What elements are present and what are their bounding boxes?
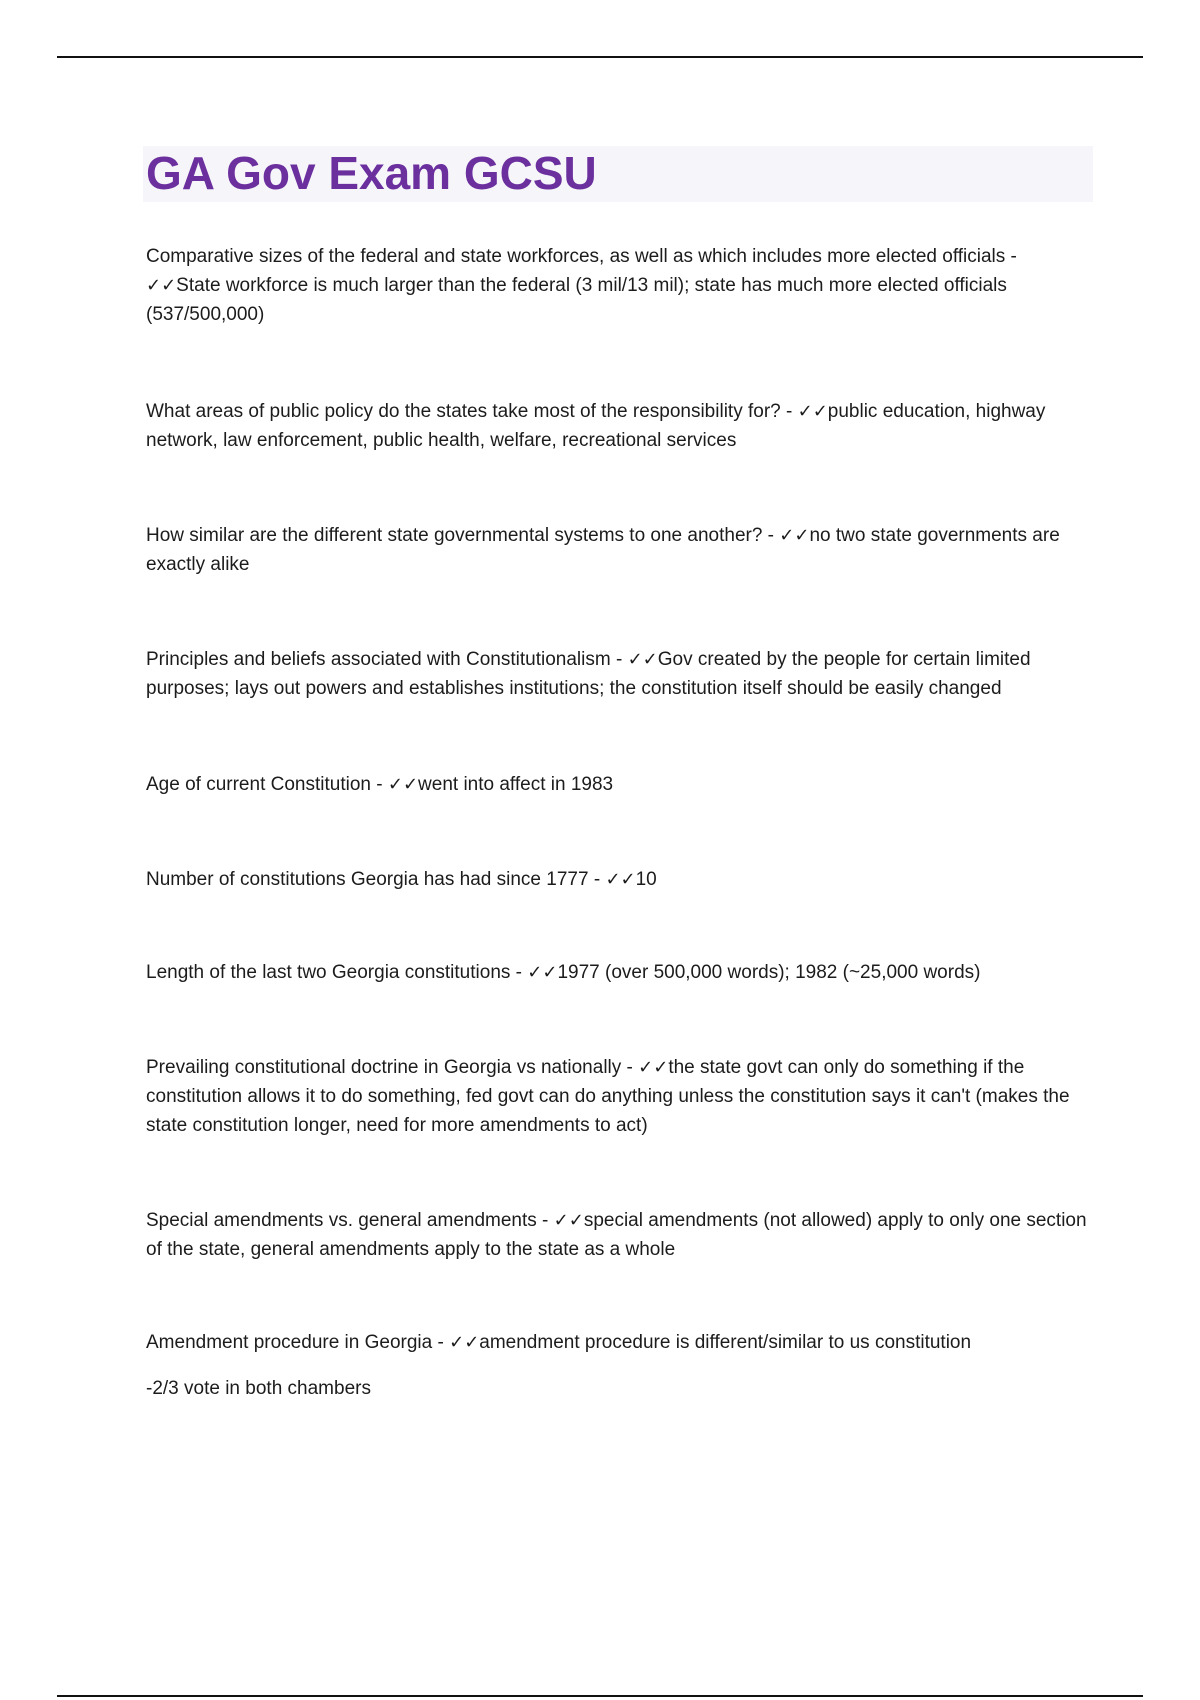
question-text: Amendment procedure in Georgia [146,1332,433,1353]
answer-text: Gov created by the people for certain limited purposes; lays out powers and establishes institutions; the constitution itself should be easily changed [146,649,1031,699]
double-check-icon: ✓✓ [605,869,636,890]
separator [762,525,779,546]
answer-text: amendment procedure is different/similar to us constitution [479,1332,972,1353]
qa-item [146,770,1091,799]
double-check-icon: ✓✓ [146,275,177,296]
question-text: How similar are the different state governmental systems to one another? [146,525,763,546]
double-check-icon: ✓✓ [627,649,658,670]
separator [611,649,628,670]
question-text: Age of current Constitution [146,774,371,795]
answer-text: no two state governments are exactly alike [146,525,1060,575]
separator [589,869,606,890]
top-rule [57,56,1143,58]
double-check-icon: ✓✓ [779,525,810,546]
double-check-icon: ✓✓ [527,962,558,983]
question-text: What areas of public policy do the states take most of the responsibility for? [146,401,781,422]
document-title: GA Gov Exam GCSU [146,147,597,199]
double-check-icon: ✓✓ [449,1332,480,1353]
qa-item [146,397,1091,455]
separator [1005,246,1017,267]
qa-item [146,242,1091,329]
separator [781,401,798,422]
question-text: Principles and beliefs associated with Constitutionalism [146,649,611,670]
question-text: Number of constitutions Georgia has had since 1777 [146,869,589,890]
answer-text: 1977 (over 500,000 words); 1982 (~25,000 words) [557,962,981,983]
bottom-rule [57,1695,1143,1697]
double-check-icon: ✓✓ [553,1210,584,1231]
qa-item [146,1053,1091,1140]
qa-item [146,1328,1091,1357]
separator [537,1210,554,1231]
answer-text: public education, highway network, law enforcement, public health, welfare, recreational services [146,401,1046,451]
answer-text: 10 [635,869,657,890]
double-check-icon: ✓✓ [387,774,419,795]
answer-text: the state govt can only do something if the constitution allows it to do something, fed govt can do anything unless the constitution says it can't (makes the state constitution longer, need for more amendments to act) [146,1057,1070,1136]
separator [621,1057,638,1078]
question-text: Length of the last two Georgia constitutions [146,962,511,983]
qa-list [146,242,1091,1403]
qa-item [146,521,1091,579]
qa-item [146,865,1091,894]
question-text: Special amendments vs. general amendments [146,1210,537,1231]
double-check-icon: ✓✓ [797,401,828,422]
qa-item [146,645,1091,703]
qa-item [146,1206,1091,1264]
qa-item [146,958,1091,987]
separator [510,962,527,983]
qa-item-extra: -2/3 vote in both chambers [146,1378,371,1399]
separator [432,1332,449,1353]
answer-text: special amendments (not allowed) apply to only one section of the state, general amendments apply to the state as a whole [146,1210,1087,1260]
double-check-icon: ✓✓ [638,1057,669,1078]
answer-text: went into affect in 1983 [418,774,614,795]
question-text: Prevailing constitutional doctrine in Georgia vs nationally [146,1057,622,1078]
separator [371,774,388,795]
answer-text: State workforce is much larger than the federal (3 mil/13 mil); state has much more elected officials (537/500,000) [146,275,1007,325]
question-text: Comparative sizes of the federal and state workforces, as well as which includes more elected officials [146,246,1006,267]
